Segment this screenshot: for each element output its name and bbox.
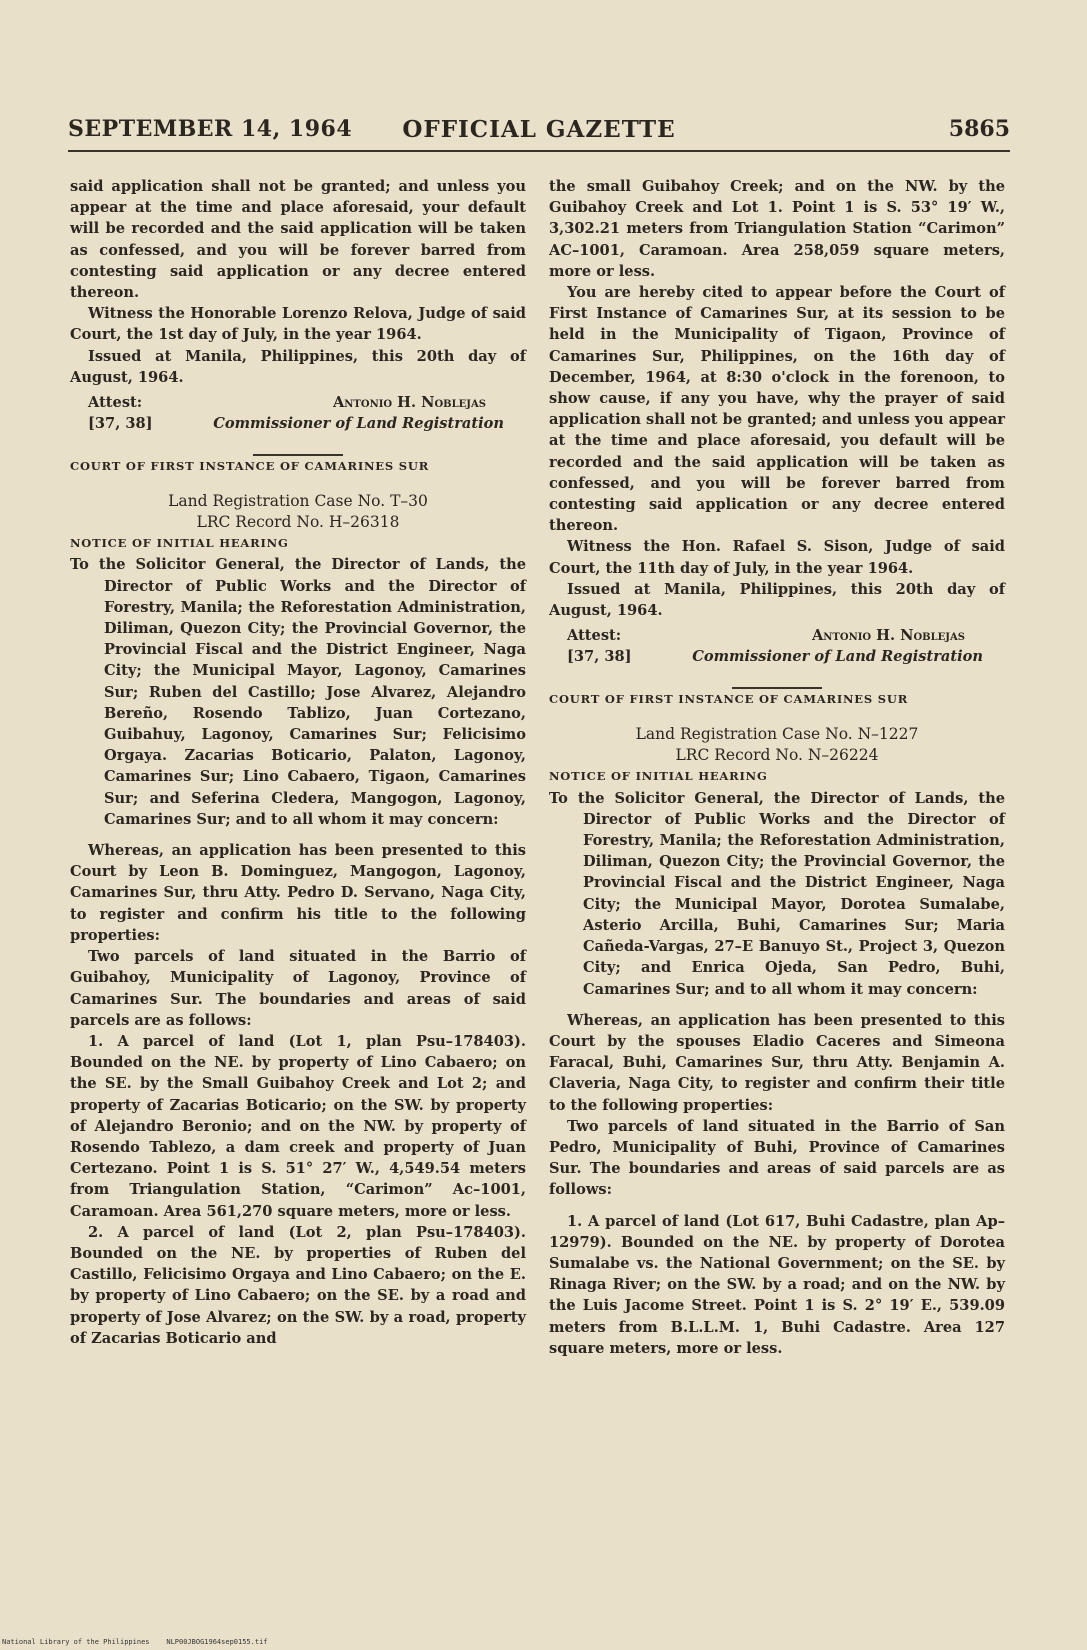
attest-name: Antonio H. Noblejas (811, 627, 965, 645)
paragraph: Witness the Hon. Rafael S. Sison, Judge of said Court, the 11th day of July, in the year 1964. (549, 538, 1005, 577)
page-header (68, 116, 1010, 152)
issue-ref: [37, 38] (567, 648, 632, 666)
issue-ref: [37, 38] (88, 415, 153, 433)
paragraph: Issued at Manila, Philippines, this 20th day of August, 1964. (70, 347, 526, 386)
record-number: LRC Record No. H–26318 (196, 513, 400, 532)
addressees: To the Solicitor General, the Director of Lands, the Director of Public Works and the Director of Forestry, Manila; the Reforestation Administration, Diliman, Quezon City; the Provincial Governor, the Provincial Fiscal and the District Engineer, Naga City; the Municipal Mayor, Dorotea Sumalabe, Asterio Arcilla, Buhi, Camarines Sur; Maria Cañeda-Vargas, 27–E Banuyo St., Project 3, Quezon City; and Enrica Ojeda, San Pedro, Buhi, Camarines Sur; and to all whom it may concern: (549, 789, 1005, 998)
case-block (549, 724, 1005, 766)
paragraph: Whereas, an application has been presented to this Court by the spouses Eladio Caceres and Simeona Faracal, Buhi, Camarines Sur, thru Atty. Benjamin A. Claveria, Naga City, to register and confirm their title to the following properties: (549, 1011, 1005, 1114)
paragraph: 1. A parcel of land (Lot 617, Buhi Cadastre, plan Ap–12979). Bounded on the NE. by property of Dorotea Sumalabe vs. the National Government; on the SE. by Rinaga River; on the SW. by a road; and on the NW. by the Luis Jacome Street. Point 1 is S. 2° 19′ E., 539.09 meters from B.L.L.M. 1, Buhi Cadastre. Area 127 square meters, more or less. (549, 1212, 1005, 1357)
attest-title: Commissioner of Land Registration (213, 415, 504, 433)
attest-block (549, 625, 1005, 669)
paragraph: Two parcels of land situated in the Barrio of Guibahoy, Municipality of Lagonoy, Province of Camarines Sur. The boundaries and areas of said parcels are as follows: (70, 948, 526, 1029)
page-number: 5865 (948, 116, 1010, 142)
paragraph: the small Guibahoy Creek; and on the NW. by the Guibahoy Creek and Lot 1. Point 1 is S. 53° 19′ W., 3,302.21 meters from Triangulation Station “Carimon” AC–1001, Caramoan. Area 258,059 square meters, more or less. (549, 178, 1005, 280)
court-heading: COURT OF FIRST INSTANCE OF CAMARINES SUR (549, 692, 909, 707)
paragraph: 1. A parcel of land (Lot 1, plan Psu–178403). Bounded on the NE. by property of Lino Cabaero; on the SE. by the Small Guibahoy Creek and Lot 2; and property of Zacarias Boticario; on the SW. by property of Alejandro Beronio; and on the NW. by property of Rosendo Tablezo, a dam creek and property of Juan Certezano. Point 1 is S. 51° 27′ W., 4,549.54 meters from Triangulation Station, “Carimon” Ac–1001, Caramoan. Area 561,270 square meters, more or less. (70, 1032, 526, 1220)
attest-name: Antonio H. Noblejas (332, 394, 486, 412)
notice-heading: NOTICE OF INITIAL HEARING (70, 536, 289, 551)
left-column (70, 176, 526, 1349)
right-column (549, 176, 1005, 1359)
paragraph: Two parcels of land situated in the Barrio of San Pedro, Municipality of Buhi, Province of Camarines Sur. The boundaries and areas of said parcels are as follows: (549, 1117, 1005, 1199)
publication-title: OFFICIAL GAZETTE (402, 116, 676, 143)
attest-block (70, 392, 526, 436)
record-number: LRC Record No. N–26224 (675, 746, 879, 765)
court-heading: COURT OF FIRST INSTANCE OF CAMARINES SUR (70, 459, 430, 474)
case-block (70, 491, 526, 533)
paragraph: Witness the Honorable Lorenzo Relova, Judge of said Court, the 1st day of July, in the year 1964. (70, 305, 526, 344)
attest-label: Attest: (88, 394, 143, 412)
paragraph: said application shall not be granted; and unless you appear at the time and place aforesaid, your default will be recorded and the said application will be taken as confessed, and you will be forever barred from contesting said application or any decree entered thereon. (70, 178, 526, 302)
attest-label: Attest: (567, 627, 622, 645)
notice-heading: NOTICE OF INITIAL HEARING (549, 769, 768, 784)
addressees: To the Solicitor General, the Director of Lands, the Director of Public Works and the Director of Forestry, Manila; the Reforestation Administration, Diliman, Quezon City; the Provincial Governor, the Provincial Fiscal and the District Engineer, Naga City; the Municipal Mayor, Lagonoy, Camarines Sur; Ruben del Castillo; Jose Alvarez, Alejandro Bereño, Rosendo Tablizo, Juan Cortezano, Guibahuy, Lagonoy, Camarines Sur; Felicisimo Orgaya. Zacarias Boticario, Palaton, Lagonoy, Camarines Sur; Lino Cabaero, Tigaon, Camarines Sur; and Seferina Cledera, Mangogon, Lagonoy, Camarines Sur; and to all whom it may concern: (70, 556, 526, 828)
paragraph: Issued at Manila, Philippines, this 20th day of August, 1964. (549, 580, 1005, 620)
paragraph: You are hereby cited to appear before the Court of First Instance of Camarines Sur, at its session to be held in the Municipality of Tigaon, Province of Camarines Sur, Philippines, on the 16th day of December, 1964, at 8:30 o'clock in the forenoon, to show cause, if any you have, why the prayer of said application shall not be granted; and unless you appear at the time and place aforesaid, you default will be recorded and the said application will be taken as confessed, and you will be forever barred from contesting said application or any decree entered thereon. (549, 284, 1005, 535)
paragraph: 2. A parcel of land (Lot 2, plan Psu–178403). Bounded on the NE. by properties of Ruben del Castillo, Felicisimo Orgaya and Lino Cabaero; on the E. by property of Lino Cabaero; on the SE. by a road and property of Jose Alvarez; on the SW. by a road, property of Zacarias Boticario and (70, 1223, 526, 1347)
case-number: Land Registration Case No. N–1227 (635, 725, 919, 744)
paragraph: Whereas, an application has been presented to this Court by Leon B. Dominguez, Mangogon, Lagonoy, Camarines Sur, thru Atty. Pedro D. Servano, Naga City, to register and confirm his title to the following properties: (70, 842, 526, 944)
attest-title: Commissioner of Land Registration (692, 648, 983, 666)
scan-footer: National Library of the Philippines NLP00JBOG1964sep0155.tif (2, 1638, 268, 1646)
issue-date: SEPTEMBER 14, 1964 (68, 116, 353, 142)
case-number: Land Registration Case No. T–30 (168, 492, 428, 511)
